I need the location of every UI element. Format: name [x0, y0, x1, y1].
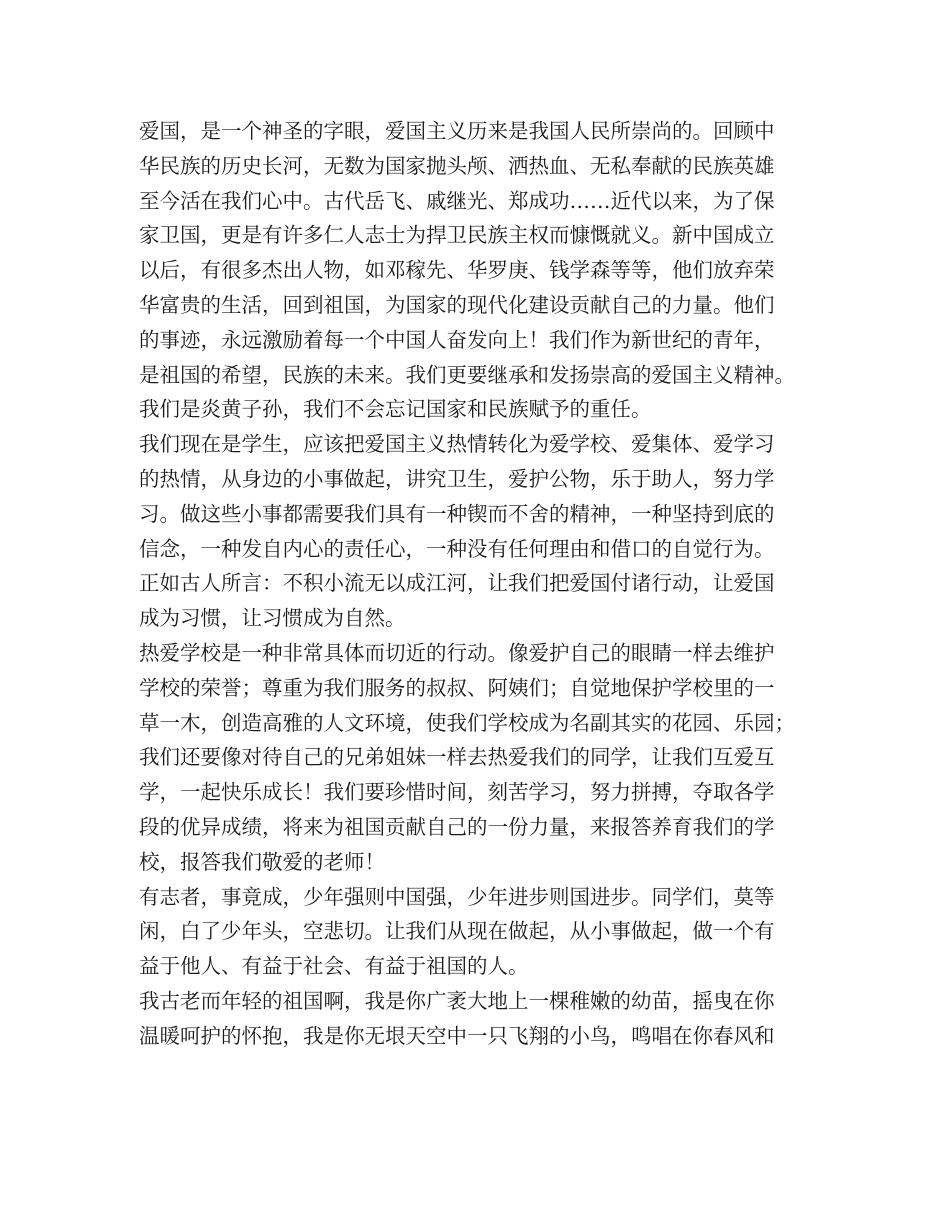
text-line: 正如古人所言：不积小流无以成江河，让我们把爱国付诸行动，让爱国 — [139, 571, 775, 596]
text-line: 学校的荣誉；尊重为我们服务的叔叔、阿姨们；自觉地保护学校里的一 — [139, 675, 775, 700]
text-line: 闲，白了少年头，空悲切。让我们从现在做起，从小事做起，做一个有 — [139, 919, 775, 944]
text-line: 的热情，从身边的小事做起，讲究卫生，爱护公物，乐于助人，努力学 — [139, 466, 775, 491]
text-line: 我们现在是学生，应该把爱国主义热情转化为爱学校、爱集体、爱学习 — [139, 432, 775, 457]
document-body — [139, 114, 829, 1054]
text-line: 校，报答我们敬爱的老师！ — [139, 849, 385, 874]
text-line: 家卫国，更是有许多仁人志士为捍卫民族主权而慷慨就义。新中国成立 — [139, 223, 775, 248]
text-line: 温暖呵护的怀抱，我是你无垠天空中一只飞翔的小鸟，鸣唱在你春风和 — [139, 1023, 775, 1048]
text-line: 益于他人、有益于社会、有益于祖国的人。 — [139, 954, 529, 979]
text-line: 爱国，是一个神圣的字眼，爱国主义历来是我国人民所崇尚的。回顾中 — [139, 119, 775, 143]
text-line: 成为习惯，让习惯成为自然。 — [139, 606, 406, 631]
text-line: 草一木，创造高雅的人文环境，使我们学校成为名副其实的花园、乐园； — [139, 710, 795, 735]
text-line: 是祖国的希望，民族的未来。我们更要继承和发扬崇高的爱国主义精神。 — [139, 362, 795, 387]
text-line: 热爱学校是一种非常具体而切近的行动。像爱护自己的眼睛一样去维护 — [139, 640, 775, 665]
text-line: 华富贵的生活，回到祖国，为国家的现代化建设贡献自己的力量。他们 — [139, 292, 775, 317]
text-line: 我们是炎黄子孙，我们不会忘记国家和民族赋予的重任。 — [139, 397, 652, 422]
text-line: 华民族的历史长河，无数为国家抛头颅、洒热血、无私奉献的民族英雄 — [139, 153, 775, 178]
text-line: 至今活在我们心中。古代岳飞、戚继光、郑成功……近代以来，为了保 — [139, 188, 775, 213]
text-line: 信念，一种发自内心的责任心，一种没有任何理由和借口的自觉行为。 — [139, 536, 775, 561]
text-line: 我们还要像对待自己的兄弟姐妹一样去热爱我们的同学，让我们互爱互 — [139, 745, 775, 770]
text-line: 学，一起快乐成长！我们要珍惜时间，刻苦学习，努力拼搏，夺取各学 — [139, 780, 775, 805]
text-line: 以后，有很多杰出人物，如邓稼先、华罗庚、钱学森等等，他们放弃荣 — [139, 258, 775, 283]
text-line: 习。做这些小事都需要我们具有一种锲而不舍的精神，一种坚持到底的 — [139, 501, 775, 526]
text-line: 有志者，事竟成，少年强则中国强，少年进步则国进步。同学们，莫等 — [139, 884, 775, 909]
text-line: 我古老而年轻的祖国啊，我是你广袤大地上一棵稚嫩的幼苗，摇曳在你 — [139, 988, 775, 1013]
text-line: 的事迹，永远激励着每一个中国人奋发向上！我们作为新世纪的青年， — [139, 327, 775, 352]
text-line: 段的优异成绩，将来为祖国贡献自己的一份力量，来报答养育我们的学 — [139, 814, 775, 839]
